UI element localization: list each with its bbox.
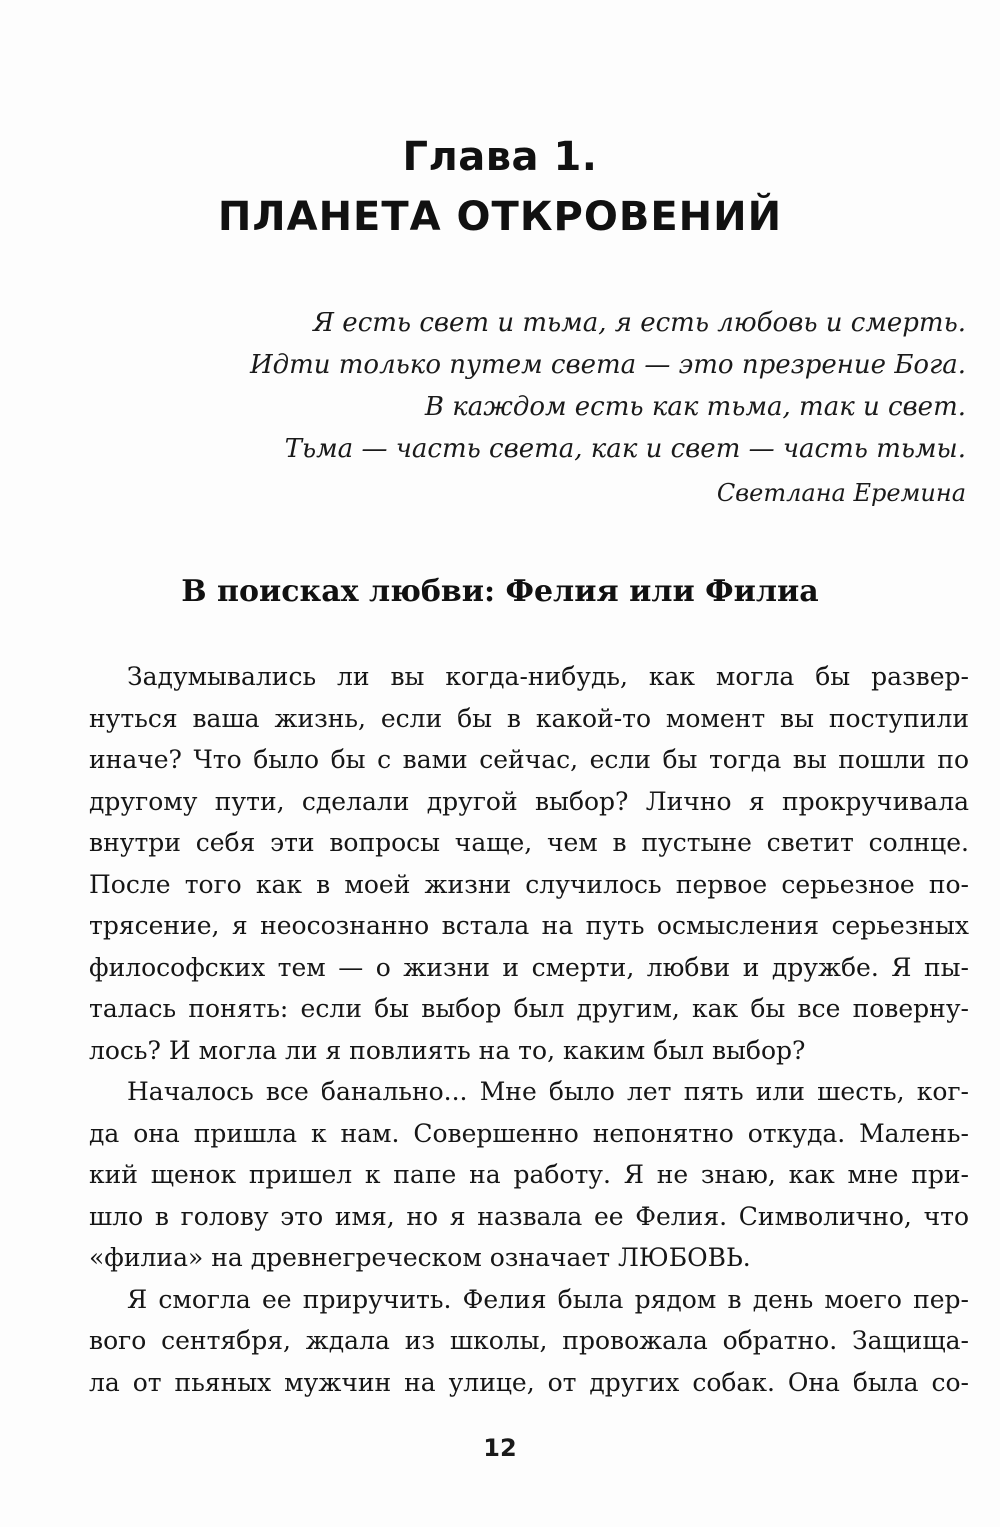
epigraph-line: В каждом есть как тьма, так и свет. (424, 392, 966, 422)
section-heading: В поисках любви: Фелия или Филиа (181, 574, 819, 609)
text-line: другому пути, сделали другой выбор? Лично я прокручивала (89, 786, 969, 816)
text-line: Я смогла ее приручить. Фелия была рядом в день моего пер- (127, 1284, 969, 1314)
paragraph (89, 1279, 969, 1404)
text-line: философских тем — о жизни и смерти, любви и дружбе. Я пы- (89, 952, 969, 982)
chapter-number: Глава 1. (402, 134, 598, 180)
text-line: да она пришла к нам. Совершенно непонятно откуда. Малень- (89, 1118, 969, 1148)
text-line: «филиа» на древнегреческом означает ЛЮБОВЬ. (89, 1243, 751, 1272)
text-line: Задумывались ли вы когда-нибудь, как могла бы развер- (127, 662, 969, 691)
text-line: иначе? Что было бы с вами сейчас, если бы тогда вы пошли по (89, 745, 969, 774)
text-line: внутри себя эти вопросы чаще, чем в пустыне светит солнце. (89, 828, 969, 857)
epigraph (206, 302, 966, 514)
text-line: талась понять: если бы выбор был другим, как бы все поверну- (89, 994, 969, 1023)
epigraph-line: Я есть свет и тьма, я есть любовь и смерть. (313, 308, 966, 338)
text-line: вого сентября, ждала из школы, провожала обратно. Защища- (89, 1326, 969, 1355)
text-line: нуться ваша жизнь, если бы в какой-то момент вы поступили (89, 703, 969, 733)
epigraph-line: Тьма — часть света, как и свет — часть тьмы. (284, 434, 966, 464)
text-line: шло в голову это имя, но я назвала ее Фелия. Символично, что (89, 1201, 969, 1231)
text-line: лось? И могла ли я повлиять на то, каким был выбор? (89, 1035, 806, 1065)
text-line: ла от пьяных мужчин на улице, от других собак. Она была со- (89, 1367, 969, 1397)
text-line: кий щенок пришел к папе на работу. Я не знаю, как мне при- (89, 1160, 969, 1189)
chapter-title: ПЛАНЕТА ОТКРОВЕНИЙ (217, 194, 783, 240)
text-line: трясение, я неосознанно встала на путь осмысления серьезных (89, 911, 969, 940)
paragraph (89, 1071, 969, 1279)
text-line: Началось все банально... Мне было лет пять или шесть, ког- (127, 1077, 969, 1106)
epigraph-author: Светлана Еремина (716, 479, 966, 507)
epigraph-line: Идти только путем света — это презрение Бога. (249, 350, 966, 380)
text-line: После того как в моей жизни случилось первое серьезное по- (89, 869, 969, 899)
page-number: 12 (483, 1434, 517, 1462)
body-text (89, 656, 969, 1403)
paragraph (89, 656, 969, 1071)
